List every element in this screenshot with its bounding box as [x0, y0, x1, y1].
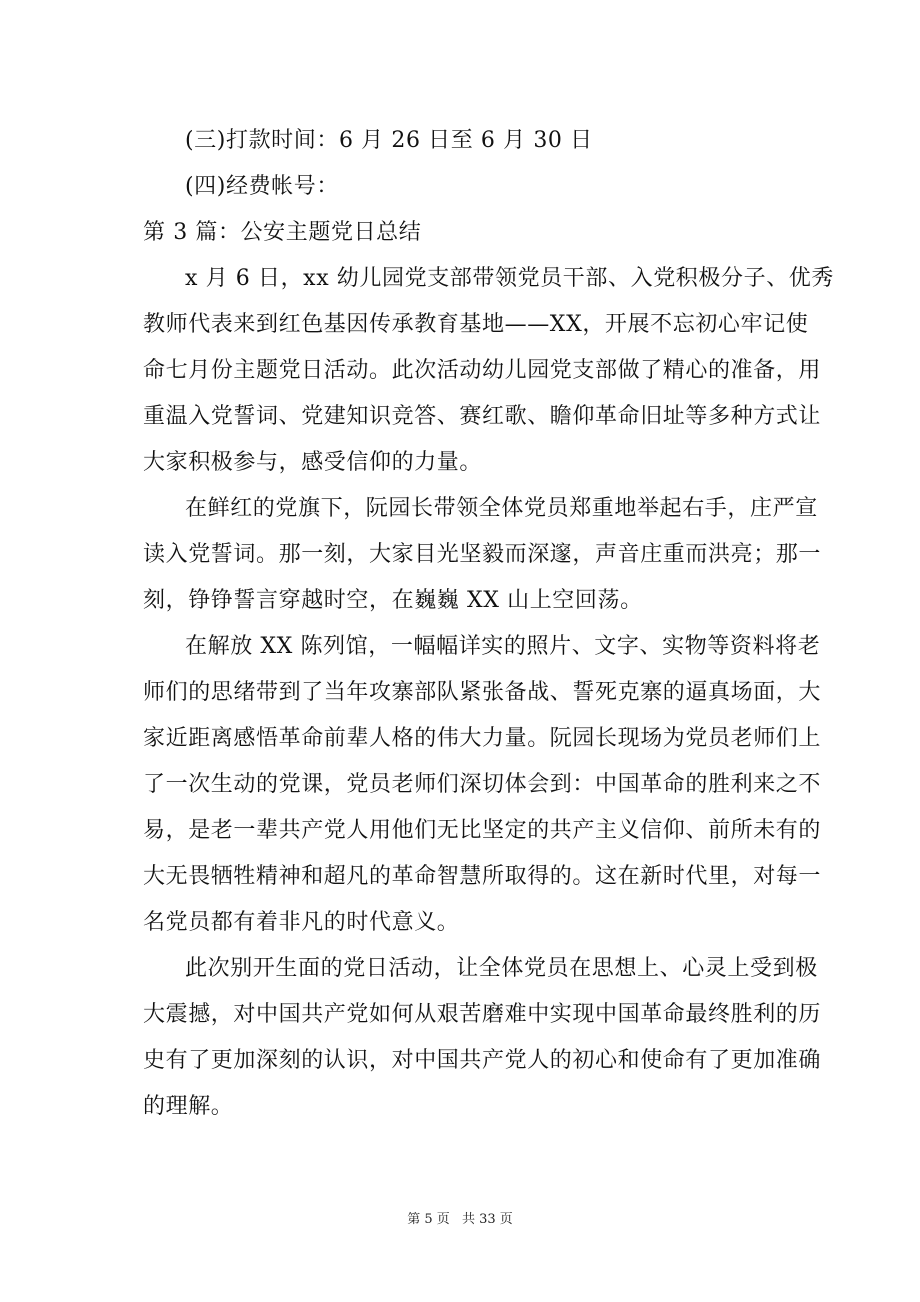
paragraph-line: 名党员都有着非凡的时代意义。: [143, 910, 460, 935]
section-heading: 第 3 篇：公安主题党日总结: [143, 220, 422, 245]
page-number-current: 第 5 页: [407, 1212, 450, 1227]
paragraph-line: 大家积极参与，感受信仰的力量。: [143, 450, 483, 475]
paragraph-line: 读入党誓词。那一刻，大家目光坚毅而深邃，声音庄重而洪亮；那一: [143, 542, 822, 567]
paragraph-line: 命七月份主题党日活动。此次活动幼儿园党支部做了精心的准备，用: [143, 358, 822, 383]
page-number-total: 共 33 页: [461, 1212, 513, 1227]
paragraph-line-payment-time: (三)打款时间：6 月 26 日至 6 月 30 日: [185, 128, 593, 153]
paragraph-line: 的理解。: [143, 1094, 234, 1119]
paragraph-line: 在鲜红的党旗下，阮园长带领全体党员郑重地举起右手，庄严宣: [185, 496, 818, 521]
paragraph-line: x 月 6 日，xx 幼儿园党支部带领党员干部、入党积极分子、优秀: [185, 266, 834, 291]
paragraph-line: 易，是老一辈共产党人用他们无比坚定的共产主义信仰、前所未有的: [143, 818, 822, 843]
paragraph-line: 了一次生动的党课，党员老师们深切体会到：中国革命的胜利来之不: [143, 772, 822, 797]
paragraph-line: 此次别开生面的党日活动，让全体党员在思想上、心灵上受到极: [185, 956, 818, 981]
page-footer: [0, 1208, 920, 1227]
paragraph-line: 刻，铮铮誓言穿越时空，在巍巍 XX 山上空回荡。: [143, 588, 643, 613]
paragraph-line-account: (四)经费帐号：: [185, 174, 339, 199]
paragraph-line: 师们的思绪带到了当年攻寨部队紧张备战、誓死克寨的逼真场面，大: [143, 680, 822, 705]
paragraph-line: 教师代表来到红色基因传承教育基地——XX，开展不忘初心牢记使: [143, 312, 809, 337]
document-body: [143, 118, 834, 1130]
paragraph-line: 大无畏牺牲精神和超凡的革命智慧所取得的。这在新时代里，对每一: [143, 864, 822, 889]
paragraph-line: 重温入党誓词、党建知识竞答、赛红歌、瞻仰革命旧址等多种方式让: [143, 404, 822, 429]
paragraph-line: 家近距离感悟革命前辈人格的伟大力量。阮园长现场为党员老师们上: [143, 726, 822, 751]
paragraph-line: 史有了更加深刻的认识，对中国共产党人的初心和使命有了更加准确: [143, 1048, 822, 1073]
paragraph-line: 在解放 XX 陈列馆，一幅幅详实的照片、文字、实物等资料将老: [185, 634, 821, 659]
paragraph-line: 大震撼，对中国共产党如何从艰苦磨难中实现中国革命最终胜利的历: [143, 1002, 822, 1027]
